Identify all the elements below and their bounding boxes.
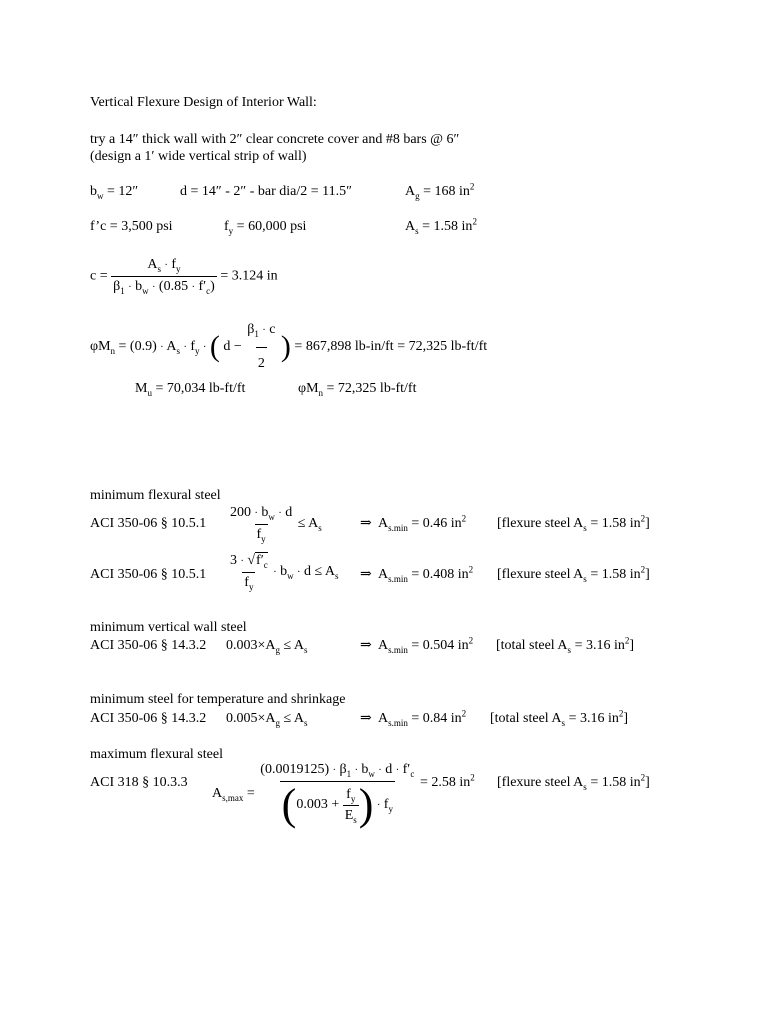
min-flex-note-2: [flexure steel $A_s = 1.58$ $in^2$] bbox=[497, 564, 650, 584]
c-result: = 3.124 in bbox=[220, 268, 278, 284]
min-vert-result-value: = 0.504 in bbox=[411, 638, 469, 653]
min-vert-title: minimum vertical wall steel bbox=[90, 620, 247, 635]
min-flex-result-2: ⇒ $A_{s.min} = 0.408$ $in^2$ bbox=[360, 564, 474, 584]
min-flex-note-1-value: = 1.58 in bbox=[586, 516, 641, 531]
min-flex-expr-2: $\frac{3 \cdot √f'_c}{f_y}$ · $b_w \cdot d \le A_s$ bbox=[230, 553, 339, 592]
max-flex-ref: ACI 318 § 10.3.3 bbox=[90, 775, 188, 790]
max-flex-expr: $A_{s,max}$ = $(0.0019125) \cdot \beta_1 \cdot b_w \cdot d \cdot f'_c$ (0.003 + $\frac{f_y}{E_s}$ ) · $f_y$ bbox=[212, 762, 415, 829]
min-temp-note: [total steel $A_s = 3.16$ $in^2$] bbox=[490, 708, 629, 728]
min-vert-note-label: [total steel A bbox=[496, 638, 568, 653]
mu-value: = 70,034 lb-ft/ft bbox=[155, 381, 246, 396]
mu-check: $M_u = 70,034$ lb-ft/ft bbox=[135, 381, 246, 398]
param-bw: $b_w = 12''$ bbox=[90, 184, 139, 201]
param-as: $A_s = 1.58$ $in^2$ bbox=[405, 216, 477, 236]
phimn-fraction: $\frac{\beta_1 \cdot c}{2}$ bbox=[245, 315, 277, 379]
min-vert-expr: $0.003\times A_g \le A_s$ bbox=[226, 638, 308, 655]
min-flex-ref-1: ACI 350-06 § 10.5.1 bbox=[90, 516, 207, 531]
min-flex-result-1: ⇒ $A_{s.min} = 0.46$ $in^2$ bbox=[360, 513, 467, 533]
phimn-equation: $\varphi M_n = (0.9) \cdot A_s \cdot f_y$ · ( d − $\frac{\beta_1 \cdot c}{2}$ ) = 867,898 lb-in/ft = 72,325 lb-ft/ft bbox=[90, 315, 487, 379]
min-flex-note-2-label: [flexure steel A bbox=[497, 567, 584, 582]
min-vert-expr-text: 0.003×A bbox=[226, 638, 276, 653]
min-vert-result: ⇒ $A_{s.min} = 0.504$ $in^2$ bbox=[360, 635, 474, 655]
c-fraction: $\frac{A_s \cdot f_y}{\beta_1 \cdot b_w \cdot (0.85 \cdot f'_c)}$ bbox=[113, 257, 215, 296]
intro-line-1: try a 14″ thick wall with 2″ clear concrete cover and #8 bars @ 6″ bbox=[90, 132, 460, 147]
param-ag-value: = 168 in bbox=[423, 184, 470, 199]
phimn-check-value: = 72,325 lb-ft/ft bbox=[326, 381, 417, 396]
param-ag: $A_g = 168$ $in^2$ bbox=[405, 181, 475, 201]
phimn-result: = 867,898 lb-in/ft = 72,325 lb-ft/ft bbox=[294, 339, 488, 354]
c-equation: c = $\frac{A_s \cdot f_y}{\beta_1 \cdot b_w \cdot (0.85 \cdot f'_c)}$ = 3.124 in bbox=[90, 257, 278, 296]
min-flex-title: minimum flexural steel bbox=[90, 488, 221, 503]
min-vert-note-value: = 3.16 in bbox=[571, 638, 625, 653]
min-temp-expr-text: 0.005×A bbox=[226, 711, 276, 726]
min-flex-note-1-label: [flexure steel A bbox=[497, 516, 584, 531]
max-flex-result-value: = 2.58 in bbox=[420, 775, 471, 790]
min-flex-ref-2: ACI 350-06 § 10.5.1 bbox=[90, 567, 207, 582]
phimn-check: $\varphi M_n = 72,325$ lb-ft/ft bbox=[298, 381, 417, 398]
min-vert-ref: ACI 350-06 § 14.3.2 bbox=[90, 638, 207, 653]
param-fc: f’c = 3,500 psi bbox=[90, 219, 173, 234]
min-temp-title: minimum steel for temperature and shrinkage bbox=[90, 692, 346, 707]
param-fy: $f_y = 60,000$ psi bbox=[224, 219, 307, 236]
max-flex-note: [flexure steel $A_s = 1.58$ $in^2$] bbox=[497, 772, 650, 792]
min-flex-note-2-value: = 1.58 in bbox=[586, 567, 641, 582]
min-temp-expr: $0.005\times A_g \le A_s$ bbox=[226, 711, 308, 728]
min-temp-result: ⇒ $A_{s.min} = 0.84$ $in^2$ bbox=[360, 708, 467, 728]
max-flex-result: = 2.58 $in^2$ bbox=[420, 772, 475, 790]
page-title: Vertical Flexure Design of Interior Wall: bbox=[90, 95, 317, 110]
min-vert-note: [total steel $A_s = 3.16$ $in^2$] bbox=[496, 635, 635, 655]
param-fy-value: = 60,000 psi bbox=[236, 219, 307, 234]
min-flex-result-1-value: = 0.46 in bbox=[411, 516, 462, 531]
min-temp-note-value: = 3.16 in bbox=[565, 711, 619, 726]
param-bw-value: = 12″ bbox=[107, 184, 139, 199]
max-flex-fraction: $(0.0019125) \cdot \beta_1 \cdot b_w \cdot d \cdot f'_c$ (0.003 + $\frac{f_y}{E_s}$ ) · $f_y$ bbox=[260, 762, 415, 829]
max-flex-title: maximum flexural steel bbox=[90, 747, 223, 762]
min-temp-ref: ACI 350-06 § 14.3.2 bbox=[90, 711, 207, 726]
param-as-value: = 1.58 in bbox=[422, 219, 473, 234]
min-temp-note-label: [total steel A bbox=[490, 711, 562, 726]
max-flex-note-value: = 1.58 in bbox=[586, 775, 641, 790]
min-flex-result-2-value: = 0.408 in bbox=[411, 567, 469, 582]
min-flex-expr-1: $\frac{200 \cdot b_w \cdot d}{f_y}$ ≤ $A_s$ bbox=[230, 505, 322, 544]
min-temp-result-value: = 0.84 in bbox=[411, 711, 462, 726]
param-d: d = 14″ - 2″ - bar dia/2 = 11.5″ bbox=[180, 184, 352, 199]
min-flex-note-1: [flexure steel $A_s = 1.58$ $in^2$] bbox=[497, 513, 650, 533]
intro-line-2: (design a 1′ wide vertical strip of wall) bbox=[90, 149, 307, 164]
max-flex-note-label: [flexure steel A bbox=[497, 775, 584, 790]
